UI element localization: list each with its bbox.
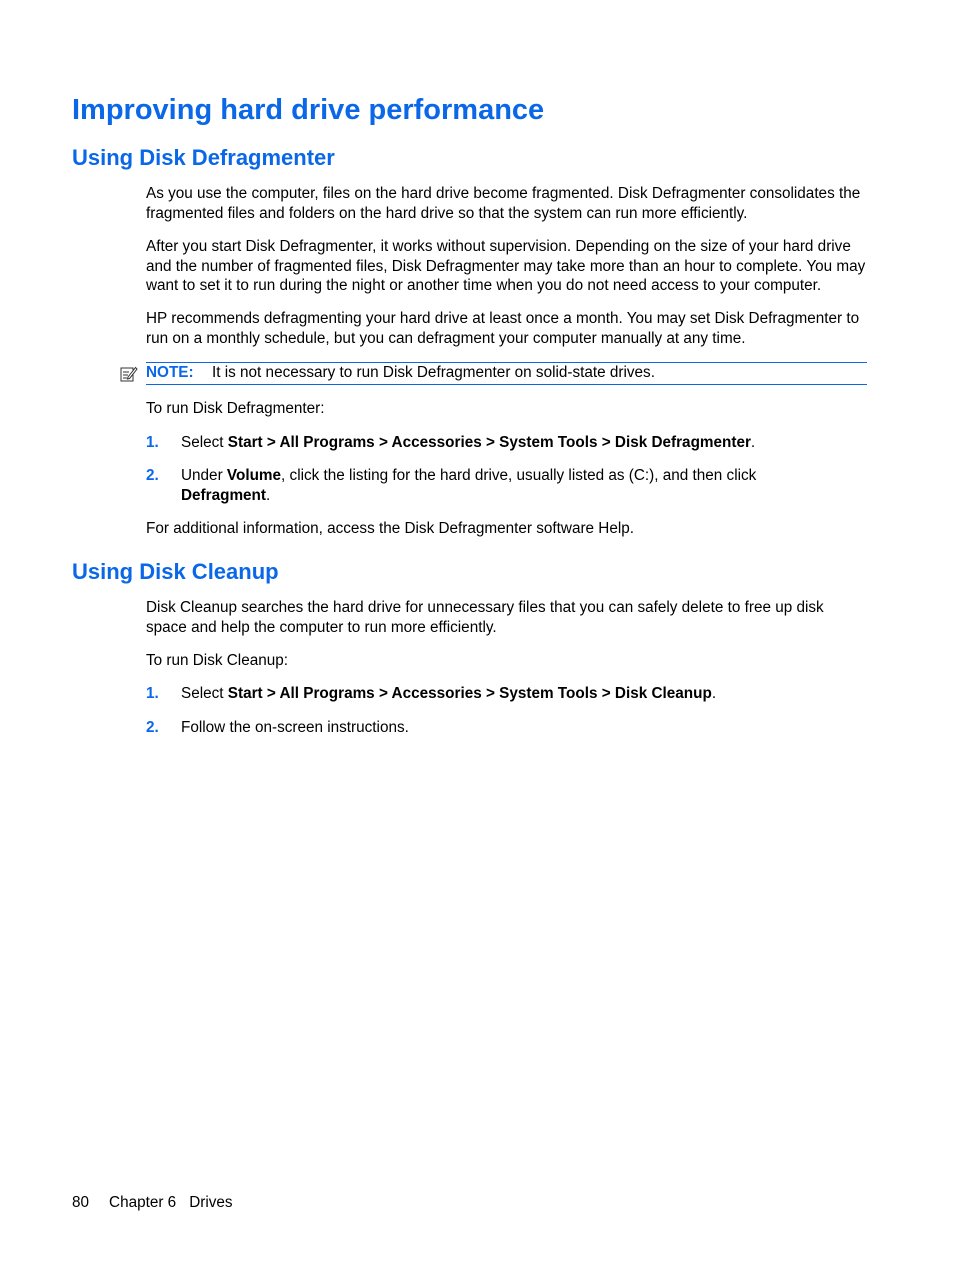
note-text: It is not necessary to run Disk Defragmenter on solid-state drives. xyxy=(212,364,655,381)
step-number: 1. xyxy=(146,434,159,451)
section-heading-cleanup: Using Disk Cleanup xyxy=(72,559,279,584)
step-text xyxy=(181,466,801,505)
defrag-closing: For additional information, access the Disk Defragmenter software Help. xyxy=(146,520,635,537)
step-text xyxy=(181,433,831,453)
page-title: Improving hard drive performance xyxy=(72,94,545,126)
defrag-paragraph-2: After you start Disk Defragmenter, it works without supervision. Depending on the size of your hard drive and the number of fragmented files, Disk Defragmenter may take more than an hour to complete. You may want to set it to run during the night or another time when you do not need access to your computer. xyxy=(146,238,866,294)
defrag-paragraph-1: As you use the computer, files on the hard drive become fragmented. Disk Defragmenter consolidates the fragmented files and folders on the hard drive so that the system can run more efficiently. xyxy=(146,185,861,222)
footer-chapter: Chapter 6 xyxy=(109,1194,177,1211)
page-number: 80 xyxy=(72,1194,90,1211)
step-text-pre: Select xyxy=(181,434,228,451)
step-defragment-term: Defragment xyxy=(181,486,266,504)
step-text-pre: Under xyxy=(181,467,227,484)
note-bottom-rule xyxy=(146,384,867,385)
note-pencil-icon xyxy=(120,365,138,382)
step-volume-term: Volume xyxy=(226,467,282,484)
step-text-post: . xyxy=(750,434,756,451)
note-label: NOTE: xyxy=(146,364,194,381)
page-footer xyxy=(72,1193,233,1212)
step-menu-path: Start > All Programs > Accessories > System Tools > Disk Cleanup xyxy=(227,685,712,702)
step-text-pre: Select xyxy=(181,685,228,702)
cleanup-paragraph-1: Disk Cleanup searches the hard drive for unnecessary files that you can safely delete to free up disk space and help the computer to run more efficiently. xyxy=(146,599,824,636)
step-menu-path: Start > All Programs > Accessories > System Tools > Disk Defragmenter xyxy=(227,434,751,451)
step-text-mid: , click the listing for the hard drive, usually listed as (C:), and then click xyxy=(281,467,757,484)
section-heading-defragmenter: Using Disk Defragmenter xyxy=(72,145,335,170)
cleanup-intro: To run Disk Cleanup: xyxy=(146,652,288,669)
defrag-paragraph-3: HP recommends defragmenting your hard drive at least once a month. You may set Disk Defragmenter to run on a monthly schedule, but you can defragment your computer manually at any time. xyxy=(146,310,860,347)
defrag-intro: To run Disk Defragmenter: xyxy=(146,400,325,417)
note-box xyxy=(118,362,868,384)
step-number: 2. xyxy=(146,719,159,736)
step-text: Follow the on-screen instructions. xyxy=(181,719,409,736)
step-text-post: . xyxy=(711,685,717,702)
step-text-post: . xyxy=(266,486,271,504)
step-number: 1. xyxy=(146,685,159,702)
footer-section: Drives xyxy=(189,1194,233,1211)
step-number: 2. xyxy=(146,467,159,484)
step-text xyxy=(181,684,831,704)
